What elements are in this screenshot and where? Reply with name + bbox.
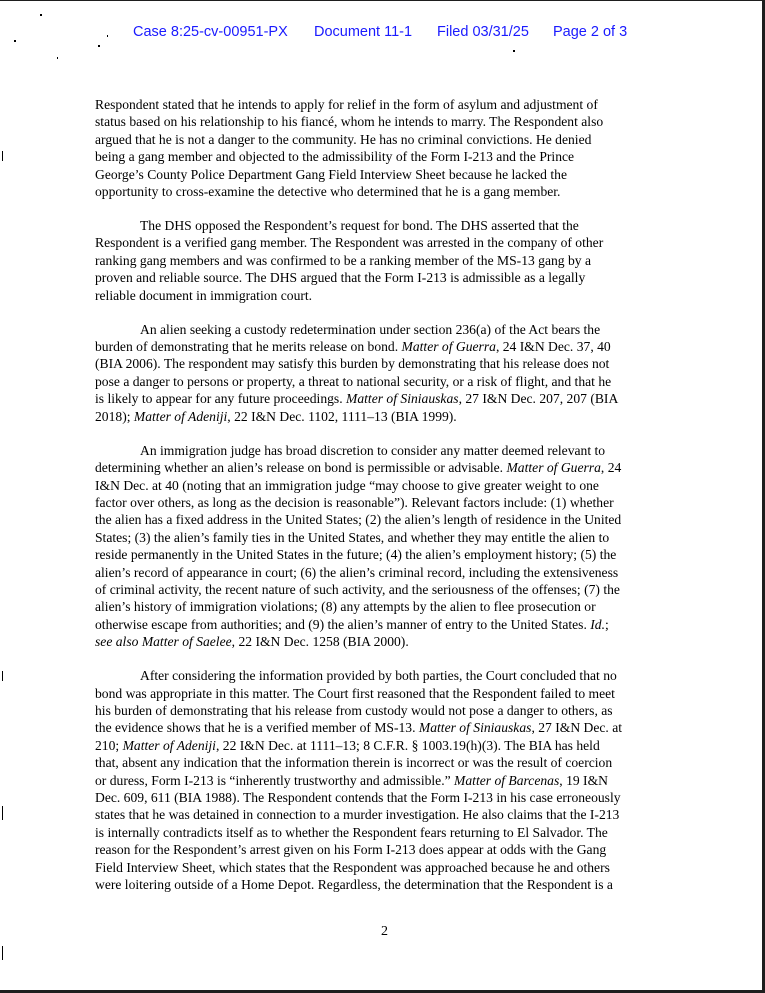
text-run: , 22 I&N Dec. 1258 (BIA 2000). — [231, 634, 409, 650]
text-line: Respondent stated that he intends to apply for relief in the form of asylum and adjustment of — [95, 97, 598, 112]
text-run: alien’s history of immigration violations; (8) any attempts by the alien to flee prosecution or — [95, 599, 596, 615]
text-run: reason for the Respondent’s arrest given on his Form I-213 does appear at odds with the Gang — [95, 842, 607, 858]
text-line — [95, 564, 680, 581]
text-line — [95, 859, 680, 876]
text-line: proven and reliable source. The DHS argued that the Form I-213 is admissible as a legally — [95, 270, 586, 286]
text-run: pose a danger to persons or property, a threat to national security, or a risk of flight, and that he — [95, 373, 612, 389]
case-citation: Matter of Guerra — [506, 460, 601, 476]
scan-speck — [57, 57, 58, 59]
scan-mark — [2, 671, 3, 681]
paragraph-4 — [95, 442, 680, 651]
text-run: of criminal activity, the recent nature of such activity, and the seriousness of the offenses; (7) the — [95, 581, 620, 597]
case-citation: Matter of Siniauskas — [346, 391, 459, 407]
text-line — [95, 338, 680, 355]
text-run: states that he was detained in connection to a murder investigation. He also claims that the I-213 — [95, 807, 620, 823]
case-citation: Matter of Barcenas — [454, 772, 560, 788]
text-run: Field Interview Sheet, which states that the Respondent was approached because he and others — [95, 859, 610, 875]
case-citation: Matter of Adeniji — [133, 408, 228, 424]
text-line — [95, 772, 680, 789]
text-run: bond was appropriate in this matter. The Court first reasoned that the Respondent failed to meet — [95, 685, 615, 701]
text-line — [95, 511, 680, 528]
text-run: ; — [605, 616, 609, 632]
text-line: argued that he is not a danger to the community. He has no criminal convictions. He denied — [95, 131, 592, 147]
text-line — [95, 408, 680, 425]
text-run: is likely to appear for any future proceedings. — [95, 391, 347, 407]
text-line — [95, 789, 680, 806]
text-line — [95, 876, 680, 893]
text-line: ranking gang members and was confirmed to be a ranking member of the MS-13 gang by a — [95, 252, 592, 268]
text-line: status based on his relationship to his fiancé, whom he intends to marry. The Respondent also — [95, 114, 604, 130]
paragraph-3 — [95, 321, 680, 425]
document-page — [0, 1, 762, 990]
text-line — [95, 667, 680, 684]
text-run: otherwise escape from authorities; and (9) the alien’s manner of entry to the United States. — [95, 616, 591, 632]
text-line — [95, 459, 680, 476]
text-run: Dec. 609, 611 (BIA 1988). The Respondent contends that the Form I-213 in his case erroneously — [95, 790, 621, 805]
text-run: , 19 I&N — [559, 772, 608, 788]
scan-mark — [2, 946, 3, 960]
text-line — [95, 702, 680, 719]
text-line — [95, 442, 680, 459]
text-run: An alien seeking a custody redetermination under section 236(a) of the Act bears the — [140, 321, 601, 337]
text-run: States; (3) the alien’s family ties in the United States, and whether they may entitle the alien to — [95, 529, 610, 545]
text-line — [95, 373, 680, 390]
case-citation: Id. — [590, 616, 605, 632]
text-line: opportunity to cross-examine the detective who determined that he is a gang member. — [95, 184, 561, 200]
text-line — [95, 754, 680, 771]
text-line — [95, 598, 680, 615]
filed-date: Filed 03/31/25 — [437, 24, 529, 40]
text-run: reside permanently in the United States in the future; (4) the alien’s employment history; (5) the — [95, 547, 617, 563]
text-run: 2018); — [95, 408, 134, 424]
text-run: , 27 I&N Dec. 207, 207 (BIA — [458, 391, 619, 407]
text-line — [95, 355, 680, 372]
scan-mark — [2, 806, 3, 820]
text-run: the alien has a fixed address in the United States; (2) the alien’s length of residence in the United — [95, 512, 622, 528]
text-line — [95, 546, 680, 563]
scan-speck — [14, 40, 16, 42]
text-run: determining whether an alien’s release on bond is permissible or advisable. — [95, 460, 507, 476]
page-indicator: Page 2 of 3 — [553, 24, 628, 40]
text-line: reliable document in immigration court. — [95, 287, 313, 303]
scan-speck — [40, 14, 42, 16]
text-run: were loitering outside of a Home Depot. Regardless, the determination that the Respondent is a — [95, 877, 613, 893]
text-run: 210; — [95, 737, 123, 753]
text-line — [95, 841, 680, 858]
text-run: his burden of demonstrating that his release from custody would not pose a danger to others, as — [95, 702, 613, 718]
text-run: I&N Dec. at 40 (noting that an immigration judge “may choose to give greater weight to one — [95, 477, 599, 493]
text-run: is internally contradicts itself as to whether the Respondent fears returning to El Salvador. The — [95, 824, 608, 840]
scan-speck — [107, 35, 108, 37]
text-line — [95, 390, 680, 407]
text-line — [95, 581, 680, 598]
case-number: Case 8:25-cv-00951-PX — [133, 24, 288, 40]
text-run: , 22 I&N Dec. at 1111–13; 8 C.F.R. § 1003.19(h)(3). The BIA has held — [215, 737, 600, 753]
text-line — [95, 616, 680, 633]
text-run: alien’s record of appearance in court; (6) the alien’s criminal record, including the extensiveness — [95, 564, 619, 580]
text-line — [95, 321, 680, 338]
scan-speck — [98, 45, 100, 47]
text-run: , 27 I&N Dec. at — [531, 720, 623, 736]
text-run: the evidence shows that he is a verified member of MS-13. — [95, 720, 419, 736]
case-citation: Matter of Guerra — [401, 339, 496, 355]
text-line — [95, 737, 680, 754]
text-run: , 22 I&N Dec. 1102, 1111–13 (BIA 1999). — [227, 408, 457, 424]
text-run: , 24 — [600, 460, 622, 476]
text-run: or duress, Form I-213 is “inherently trustworthy and admissible.” — [95, 772, 455, 788]
page-number: 2 — [381, 924, 388, 939]
paragraph-2 — [95, 217, 680, 304]
case-citation: Matter of Siniauskas — [418, 720, 532, 736]
scan-mark — [2, 151, 3, 161]
text-run: After considering the information provided by both parties, the Court concluded that no — [140, 668, 617, 684]
text-line: The DHS opposed the Respondent’s request for bond. The DHS asserted that the — [140, 218, 579, 234]
text-line — [95, 529, 680, 546]
document-number: Document 11-1 — [314, 24, 413, 40]
text-run: factor over others, as long as the decision is reasonable”). Relevant factors include: (1) whether — [95, 494, 614, 510]
text-line: Respondent is a verified gang member. The Respondent was arrested in the company of other — [95, 235, 604, 251]
scan-speck — [513, 50, 515, 52]
text-run: (BIA 2006). The respondent may satisfy this burden by demonstrating that his release does not — [95, 356, 610, 372]
paragraph-5 — [95, 667, 680, 893]
document-body — [95, 96, 680, 910]
text-line — [95, 494, 680, 511]
text-line — [95, 719, 680, 736]
text-run: that, absent any indication that the information therein is incorrect or was the result of coercion — [95, 755, 613, 771]
text-run: burden of demonstrating that he merits release on bond. — [95, 339, 402, 355]
text-line: being a gang member and objected to the admissibility of the Form I-213 and the Prince — [95, 149, 575, 165]
text-line — [95, 685, 680, 702]
text-run: , 24 I&N Dec. 37, 40 — [495, 339, 611, 355]
text-line: George’s County Police Department Gang Field Interview Sheet because he lacked the — [95, 166, 567, 182]
text-line — [95, 824, 680, 841]
paragraph-1 — [95, 96, 680, 200]
case-citation: Matter of Adeniji — [122, 737, 216, 753]
case-citation: see also Matter of Saelee — [95, 634, 232, 650]
text-line — [95, 477, 680, 494]
text-line — [95, 806, 680, 823]
text-line — [95, 633, 680, 650]
text-run: An immigration judge has broad discretion to consider any matter deemed relevant to — [140, 442, 606, 458]
